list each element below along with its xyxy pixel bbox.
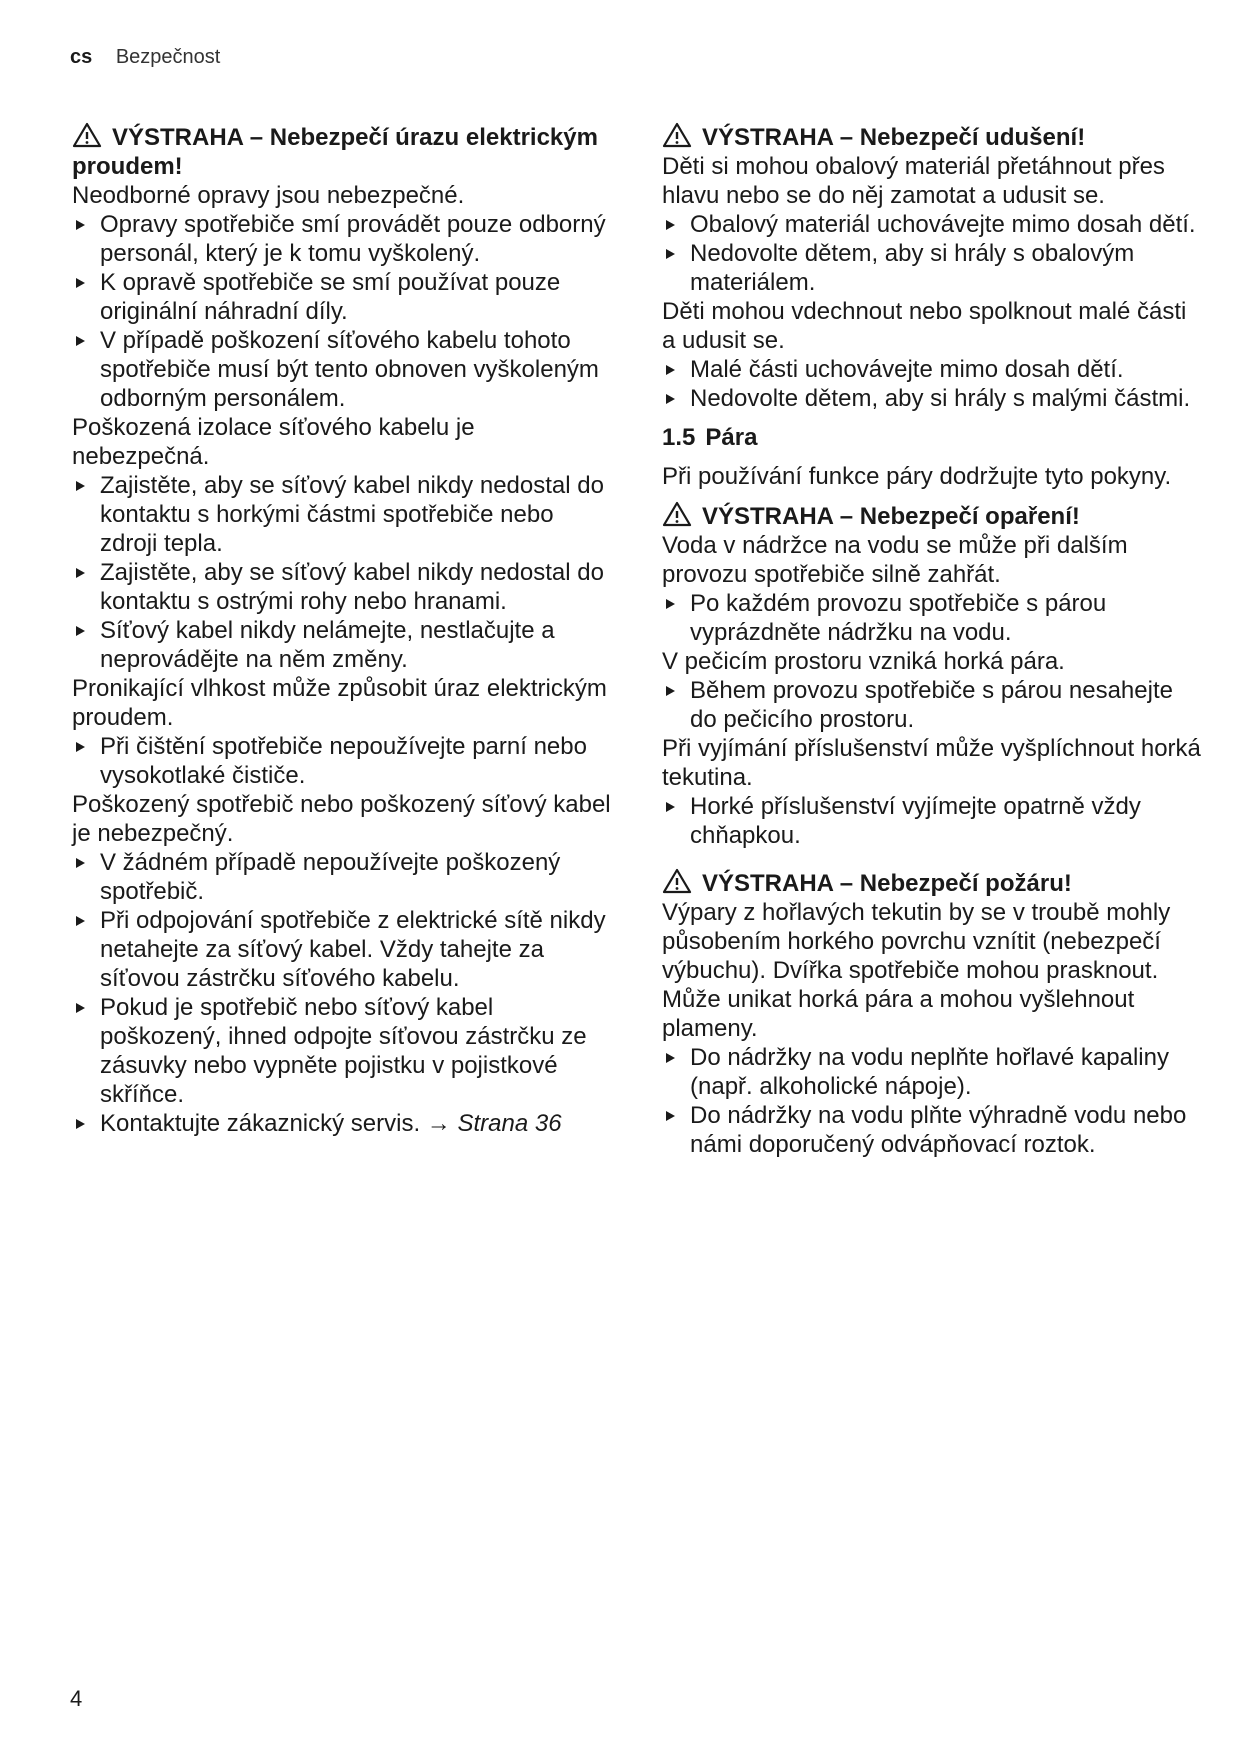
list-item: Zajistěte, aby se síťový kabel nikdy nedostal do kontaktu s horkými částmi spotřebiče nebo zdroji tepla.: [72, 471, 612, 558]
list-item: K opravě spotřebiče se smí používat pouze originální náhradní díly.: [72, 268, 612, 326]
list-item: [72, 1109, 612, 1138]
list-item: Horké příslušenství vyjímejte opatrně vždy chňapkou.: [662, 792, 1202, 850]
paragraph: Poškozená izolace síťového kabelu je nebezpečná.: [72, 414, 475, 470]
warning-triangle-icon: [662, 122, 692, 148]
paragraph: Neodborné opravy jsou nebezpečné.: [72, 182, 465, 209]
warning-fire-title: VÝSTRAHA – Nebezpečí požáru!: [662, 868, 1202, 898]
list-item: Po každém provozu spotřebiče s párou vyprázdněte nádržku na vodu.: [662, 589, 1202, 647]
list-item: Do nádržky na vodu plňte výhradně vodu nebo námi doporučený odvápňovací roztok.: [662, 1101, 1202, 1159]
paragraph: V pečicím prostoru vzniká horká pára.: [662, 648, 1065, 675]
warning-scald-title: VÝSTRAHA – Nebezpečí opaření!: [662, 501, 1202, 531]
section-number: 1.5: [662, 424, 696, 451]
list-item: Při odpojování spotřebiče z elektrické sítě nikdy netahejte za síťový kabel. Vždy tahejte za síťovou zástrčku síťového kabelu.: [72, 906, 612, 993]
list-item: V případě poškození síťového kabelu tohoto spotřebiče musí být tento obnoven vyškoleným odborným personálem.: [72, 326, 612, 413]
list-item: Obalový materiál uchovávejte mimo dosah dětí.: [662, 210, 1202, 239]
list-item: Pokud je spotřebič nebo síťový kabel poškozený, ihned odpojte síťovou zástrčku ze zásuvky nebo vypněte pojistku v pojistkové skříňce.: [72, 993, 612, 1109]
section-heading: [662, 423, 1202, 452]
list-item-text: Kontaktujte zákaznický servis. →: [100, 1110, 458, 1137]
paragraph: Výpary z hořlavých tekutin by se v troubě mohly působením horkého povrchu vznítit (nebezpečí výbuchu). Dvířka spotřebiče mohou prasknout. Může unikat horká pára a mohou vyšlehnout plameny.: [662, 899, 1171, 1042]
page-reference-link[interactable]: Strana 36: [457, 1110, 562, 1137]
section-title: Bezpečnost: [115, 46, 221, 68]
language-code: cs: [70, 46, 93, 68]
list-item: Malé části uchovávejte mimo dosah dětí.: [662, 355, 1202, 384]
paragraph: Voda v nádržce na vodu se může při dalším provozu spotřebiče silně zahřát.: [662, 532, 1128, 588]
paragraph: Děti si mohou obalový materiál přetáhnout přes hlavu nebo se do něj zamotat a udusit se.: [662, 153, 1165, 209]
list-item: Při čištění spotřebiče nepoužívejte parní nebo vysokotlaké čističe.: [72, 732, 612, 790]
list-item: Nedovolte dětem, aby si hrály s malými částmi.: [662, 384, 1202, 413]
paragraph: Při vyjímání příslušenství může vyšplíchnout horká tekutina.: [662, 735, 1201, 791]
section-heading-title: Pára: [705, 424, 758, 451]
left-column: [72, 122, 612, 1138]
paragraph: Děti mohou vdechnout nebo spolknout malé části a udusit se.: [662, 298, 1187, 354]
warning-triangle-icon: [72, 122, 102, 148]
right-column: [662, 122, 1202, 1159]
list-item: Během provozu spotřebiče s párou nesahejte do pečicího prostoru.: [662, 676, 1202, 734]
paragraph: Při používání funkce páry dodržujte tyto pokyny.: [662, 463, 1172, 490]
warning-triangle-icon: [662, 501, 692, 527]
paragraph: Pronikající vlhkost může způsobit úraz elektrickým proudem.: [72, 675, 607, 731]
list-item: Opravy spotřebiče smí provádět pouze odborný personál, který je k tomu vyškolený.: [72, 210, 612, 268]
list-item: Síťový kabel nikdy nelámejte, nestlačujte a neprovádějte na něm změny.: [72, 616, 612, 674]
warning-suffocation-title: VÝSTRAHA – Nebezpečí udušení!: [662, 122, 1202, 152]
list-item: Nedovolte dětem, aby si hrály s obalovým materiálem.: [662, 239, 1202, 297]
paragraph: Poškozený spotřebič nebo poškozený síťový kabel je nebezpečný.: [72, 791, 611, 847]
page-number: 4: [70, 1686, 83, 1711]
page-header: [70, 46, 220, 69]
warning-electric-title: VÝSTRAHA – Nebezpečí úrazu elektrickým proudem!: [72, 124, 598, 180]
list-item: V žádném případě nepoužívejte poškozený spotřebič.: [72, 848, 612, 906]
list-item: Zajistěte, aby se síťový kabel nikdy nedostal do kontaktu s ostrými rohy nebo hranami.: [72, 558, 612, 616]
warning-triangle-icon: [662, 868, 692, 894]
list-item: Do nádržky na vodu neplňte hořlavé kapaliny (např. alkoholické nápoje).: [662, 1043, 1202, 1101]
